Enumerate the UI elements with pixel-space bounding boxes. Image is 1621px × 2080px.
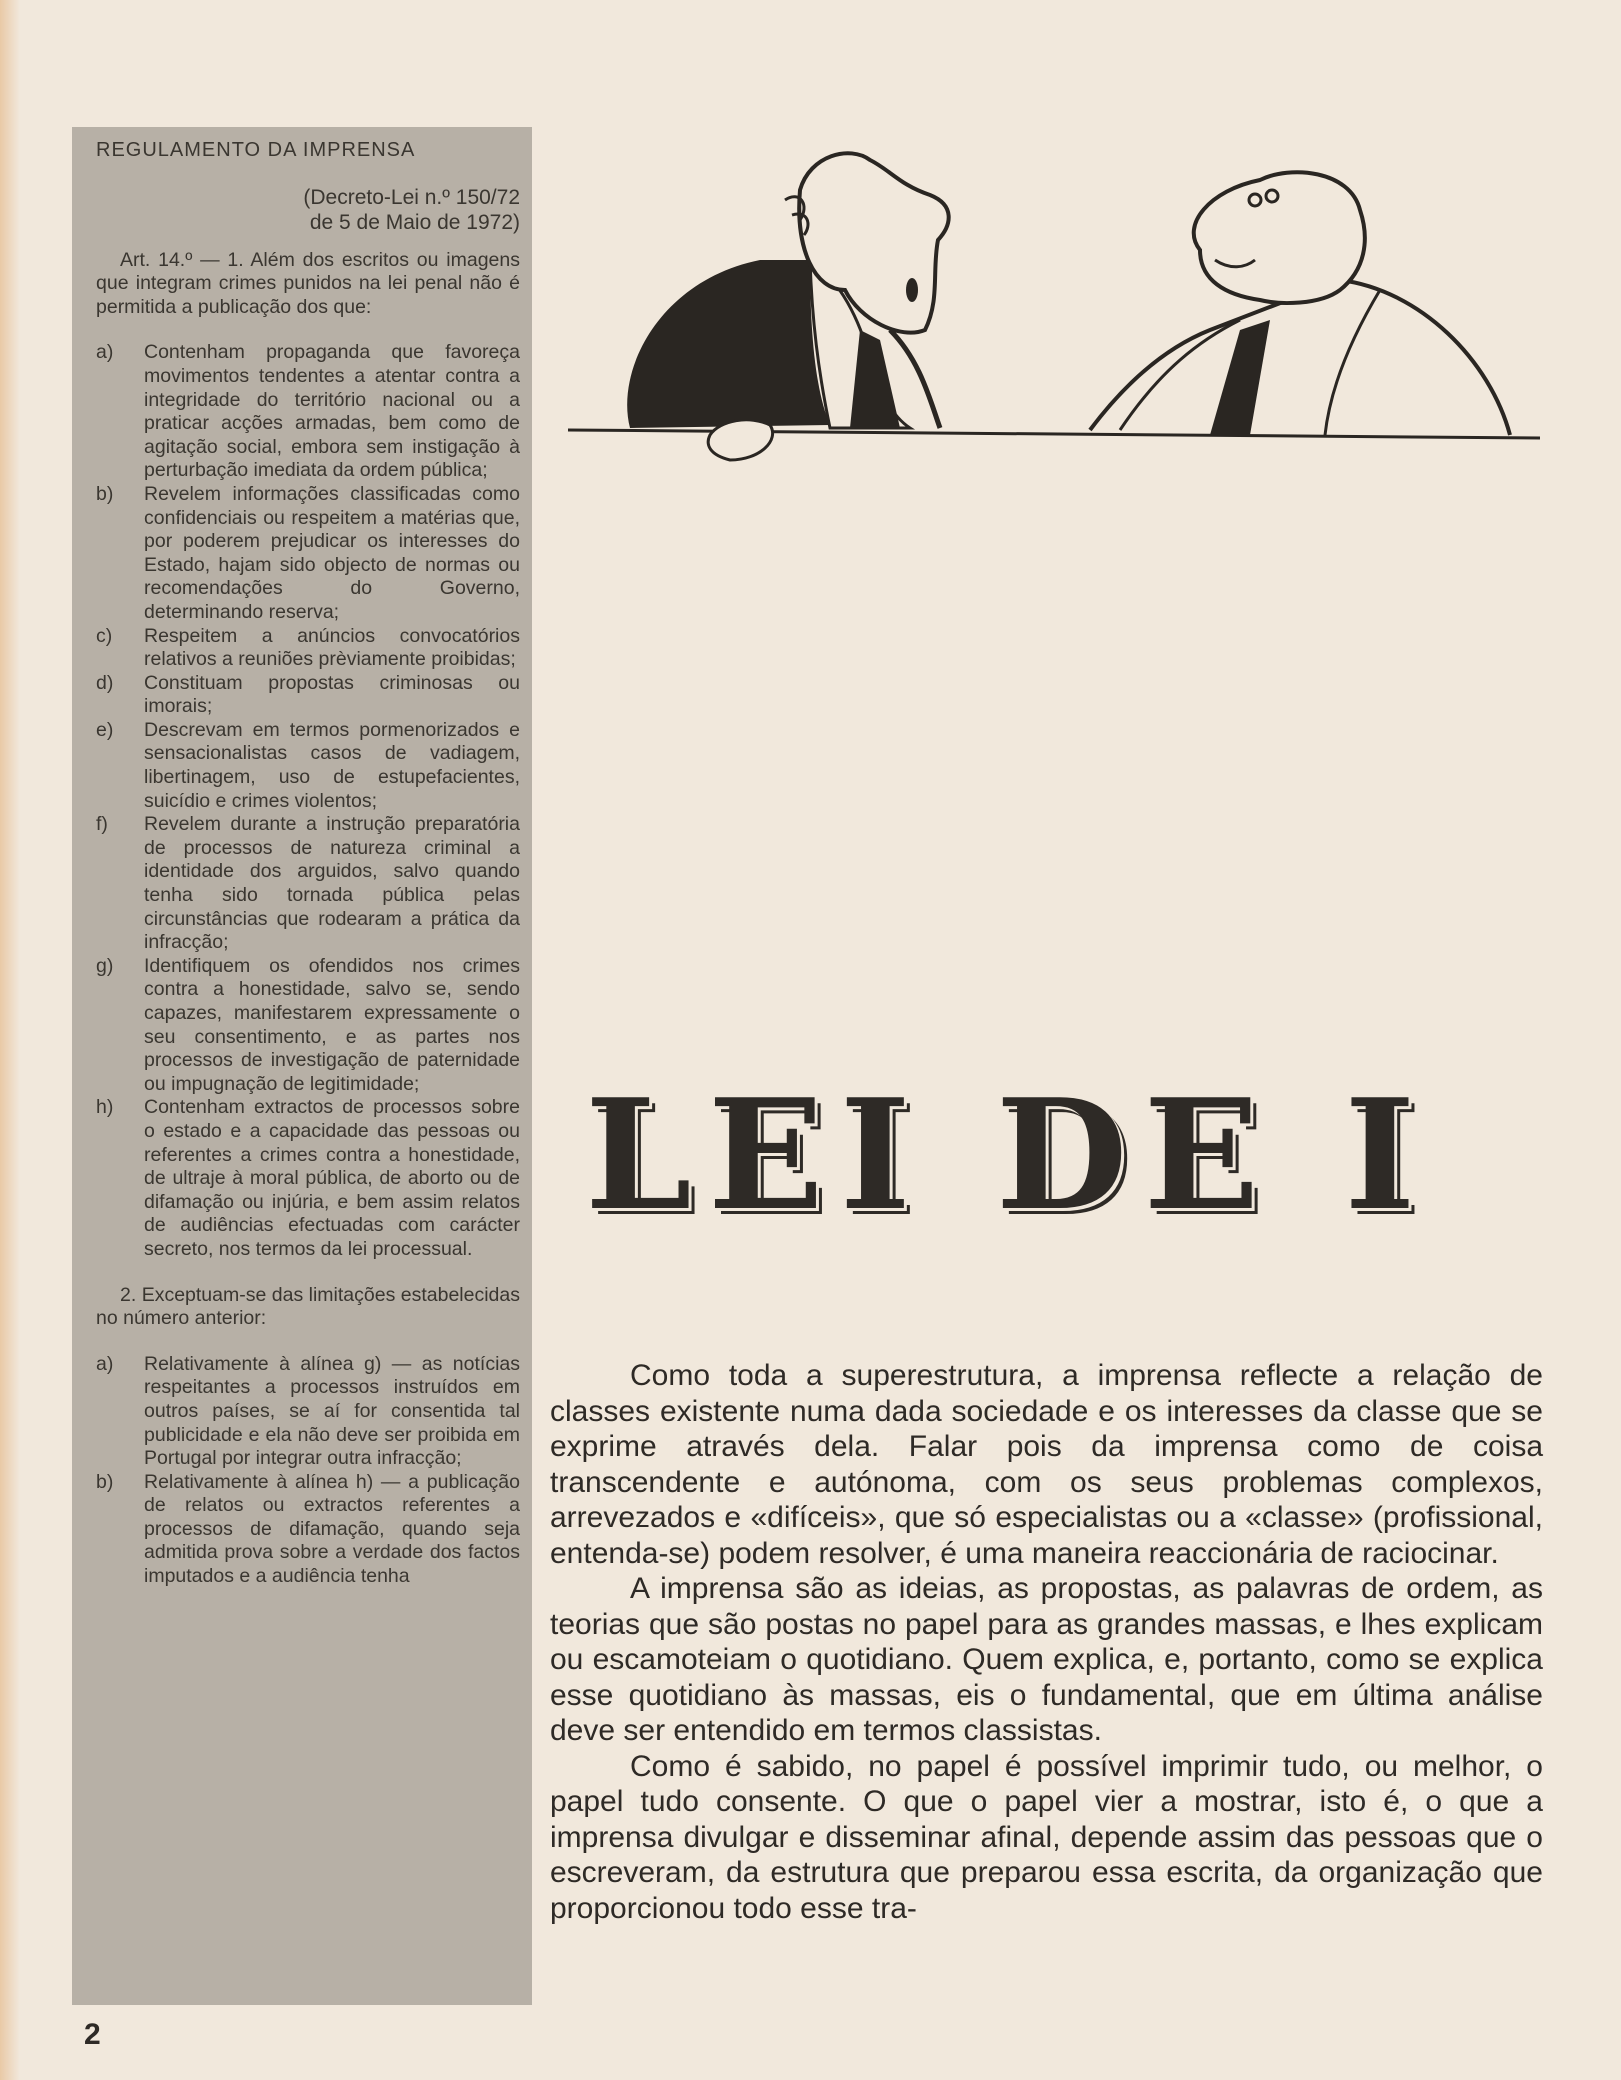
exceptions-items-list <box>96 1353 520 1589</box>
body-paragraph-2: A imprensa são as ideias, as propostas, as palavras de ordem, as teorias que são postas no papel para as grandes massas, e lhes explicam ou escamoteiam o quotidiano. Quem explica, e, portanto, como se explica esse quotidiano às massas, eis o fundamental, que em última análise deve ser entendido em termos classistas. <box>550 1572 1543 1747</box>
item-letter: d) <box>96 671 114 694</box>
list-item <box>96 955 520 1097</box>
left-figure-mouth <box>906 278 918 302</box>
article-title: LEI DE I <box>585 1065 1432 1244</box>
list-item <box>96 672 520 719</box>
item-letter: a) <box>96 1352 114 1375</box>
article-items-list <box>96 341 520 1261</box>
page-number: 2 <box>84 2018 101 2051</box>
list-item <box>96 625 520 672</box>
item-letter: f) <box>96 813 108 836</box>
left-figure-jacket <box>627 260 830 428</box>
item-text: Constituam propostas criminosas ou imorais; <box>144 671 520 718</box>
cartoon-illustration <box>560 130 1560 480</box>
item-letter: g) <box>96 954 114 977</box>
list-item <box>96 813 520 955</box>
item-text: Descrevam em termos pormenorizados e sensacionalistas casos de vadiagem, libertinagem, uso de estupefacientes, suicídio e crimes violentos; <box>144 718 520 812</box>
exceptions-paragraph: 2. Exceptuam-se das limitações estabelecidas no número anterior: <box>96 1283 520 1330</box>
list-item <box>96 341 520 483</box>
list-item <box>96 719 520 813</box>
item-letter: b) <box>96 482 114 505</box>
list-item <box>96 483 520 625</box>
item-letter: h) <box>96 1096 114 1119</box>
left-figure-lapel <box>890 330 940 428</box>
list-item <box>96 1096 520 1261</box>
item-text: Revelem durante a instrução preparatória de processos de natureza criminal a identidade dos arguidos, salvo quando tenha sido tornada pública pelas circunstâncias que rodearam a prática da infracção; <box>144 813 520 954</box>
law-sidebar <box>72 127 532 2005</box>
list-item <box>96 1471 520 1589</box>
decree-reference <box>96 185 520 235</box>
article-intro: Art. 14.º — 1. Além dos escritos ou imagens que integram crimes punidos na lei penal não é permitida a publicação dos que: <box>96 248 520 318</box>
right-figure-head <box>1194 172 1365 303</box>
item-letter: a) <box>96 341 114 364</box>
item-text: Identifiquem os ofendidos nos crimes contra a honestidade, salvo se, sendo capazes, manifestarem expressamente o seu consentimento, e as partes nos processos de investigação de paternidade ou impugnação de legitimidade; <box>144 954 520 1095</box>
item-text: Relativamente à alínea g) — as notícias respeitantes a processos instruídos em outros países, se aí for consentida tal publicidade e ela não deve ser proibida em Portugal por integrar outra infracção; <box>144 1352 520 1470</box>
item-letter: b) <box>96 1470 114 1493</box>
body-paragraph-1: Como toda a superestrutura, a imprensa reflecte a relação de classes existente numa dada sociedade e os interesses da classe que se exprime através dela. Falar pois da imprensa como de coisa transcendente e autónoma, com os seus problemas complexos, arrevezados e «difíceis», que só especialistas ou a «classe» (profissional, entenda-se) podem resolver, é uma maneira reaccionária de raciocinar. <box>550 1359 1543 1570</box>
item-text: Revelem informações classificadas como confidenciais ou respeitem a matérias que, por poderem prejudicar os interesses do Estado, hajam sido objecto de normas ou recomendações do Governo, determinando reserva; <box>144 482 520 623</box>
item-text: Contenham extractos de processos sobre o estado e a capacidade das pessoas ou referentes a crimes contra a honestidade, de ultraje à moral pública, de aborto ou de difamação ou injúria, e bem assim relatos de audiências efectuadas com carácter secreto, nos termos da lei processual. <box>144 1096 520 1260</box>
item-text: Contenham propaganda que favoreça movimentos tendentes a atentar contra a integridade do território nacional ou a praticar acções armadas, bem como de agitação social, embora sem instigação à perturbação imediata da ordem pública; <box>144 341 520 482</box>
decree-line-2: de 5 de Maio de 1972) <box>309 210 520 234</box>
list-item <box>96 1353 520 1471</box>
paper-edge <box>0 0 20 2080</box>
left-figure-hand <box>708 420 772 460</box>
item-text: Respeitem a anúncios convocatórios relativos a reuniões prèviamente proibidas; <box>144 624 520 671</box>
sidebar-heading: REGULAMENTO DA IMPRENSA <box>96 139 416 161</box>
item-letter: e) <box>96 718 114 741</box>
decree-line-1: (Decreto-Lei n.º 150/72 <box>303 185 520 209</box>
article-body <box>550 1358 1543 1926</box>
item-text: Relativamente à alínea h) — a publicação de relatos ou extractos referentes a processos de difamação, quando seja admitida prova sobre a verdade dos factos imputados e a audiência tenha <box>144 1470 520 1588</box>
body-paragraph-3: Como é sabido, no papel é possível imprimir tudo, ou melhor, o papel tudo consente. O que o papel vier a mostrar, isto é, o que a imprensa divulgar e disseminar afinal, depende assim das pessoas que o escreveram, da estrutura que preparou essa escrita, da organização que proporcionou todo esse tra- <box>550 1749 1543 1925</box>
item-letter: c) <box>96 624 113 647</box>
